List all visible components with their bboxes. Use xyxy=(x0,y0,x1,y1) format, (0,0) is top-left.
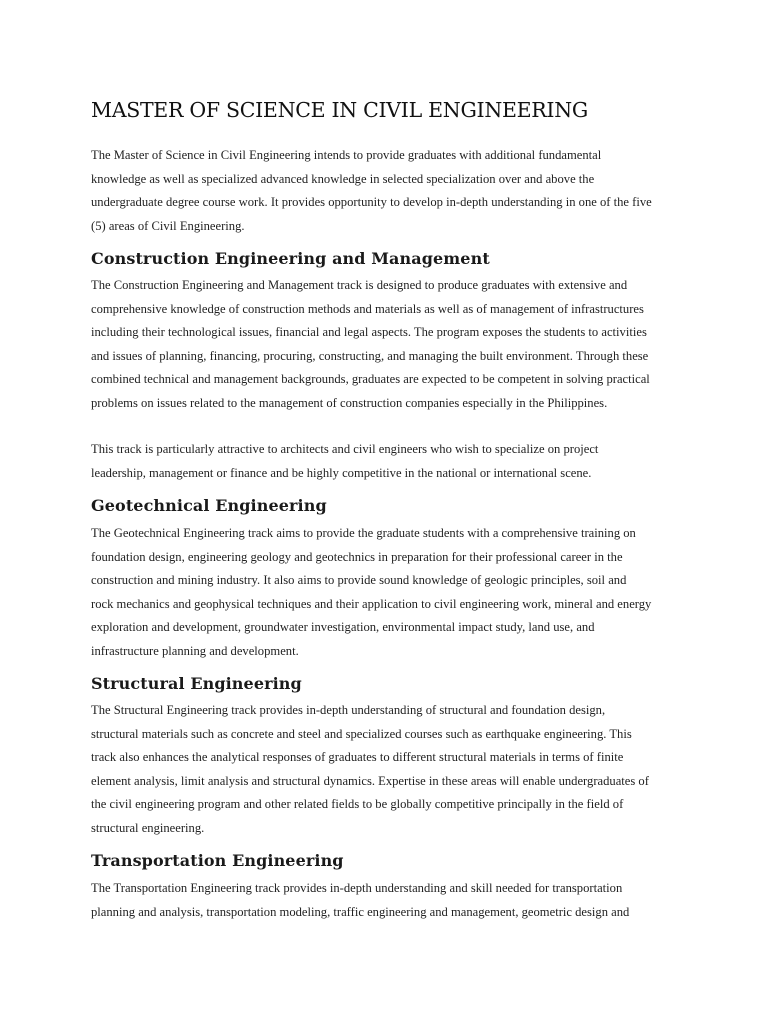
text-line: track also enhances the analytical responses of graduates to different structural materials in terms of finite xyxy=(91,750,624,764)
transportation-paragraph xyxy=(91,877,629,924)
text-line: undergraduate degree course work. It provides opportunity to develop in-depth understanding in one of the five xyxy=(91,195,652,209)
text-line: and issues of planning, financing, procuring, constructing, and managing the built environment. Through these xyxy=(91,348,649,363)
text-line: knowledge as well as specialized advanced knowledge in selected specialization over and above the xyxy=(91,171,595,186)
text-line: (5) areas of Civil Engineering. xyxy=(91,218,245,233)
text-line: The Construction Engineering and Management track is designed to produce graduates with extensive and xyxy=(91,278,628,292)
text-line: planning and analysis, transportation modeling, traffic engineering and management, geometric design and xyxy=(91,904,630,919)
text-line: This track is particularly attractive to architects and civil engineers who wish to specialize on project xyxy=(91,442,599,456)
text-line: leadership, management or finance and be highly competitive in the national or international scene. xyxy=(91,465,592,480)
structural-paragraph xyxy=(91,699,649,840)
text-line: exploration and development, groundwater investigation, environmental impact study, land use, and xyxy=(91,620,595,634)
section-heading-geotechnical: Geotechnical Engineering xyxy=(91,496,327,515)
section-heading-transportation: Transportation Engineering xyxy=(91,851,344,870)
text-line: structural materials such as concrete and steel and specialized courses such as earthquake engineering. This xyxy=(91,726,632,741)
text-line: element analysis, limit analysis and structural dynamics. Expertise in these areas will enable undergraduates of xyxy=(91,773,649,788)
text-line: foundation design, engineering geology and geotechnics in preparation for their professional career in the xyxy=(91,549,623,564)
intro-paragraph xyxy=(91,144,652,238)
text-line: The Structural Engineering track provides in-depth understanding of structural and foundation design, xyxy=(91,703,606,717)
text-line: infrastructure planning and development. xyxy=(91,643,299,658)
construction-paragraph-2 xyxy=(91,438,598,485)
text-line: construction and mining industry. It also aims to provide sound knowledge of geologic principles, soil and xyxy=(91,573,627,587)
text-line: combined technical and management backgrounds, graduates are expected to be competent in solving practical xyxy=(91,372,650,386)
text-line: structural engineering. xyxy=(91,820,205,835)
section-heading-structural: Structural Engineering xyxy=(91,674,302,693)
text-line: The Master of Science in Civil Engineering intends to provide graduates with additional fundamental xyxy=(91,148,602,162)
text-line: The Geotechnical Engineering track aims to provide the graduate students with a comprehensive training on xyxy=(91,526,636,540)
text-line: comprehensive knowledge of construction methods and materials as well as of management of infrastructures xyxy=(91,301,644,316)
text-line: problems on issues related to the management of construction companies especially in the Philippines. xyxy=(91,395,608,410)
text-line: including their technological issues, financial and legal aspects. The program exposes the students to activities xyxy=(91,325,647,339)
construction-paragraph-1 xyxy=(91,274,650,415)
text-line: rock mechanics and geophysical techniques and their application to civil engineering work, mineral and energy xyxy=(91,596,652,611)
geotechnical-paragraph xyxy=(91,522,651,663)
text-line: the civil engineering program and other related fields to be globally competitive principally in the field of xyxy=(91,797,624,811)
document-title: MASTER OF SCIENCE IN CIVIL ENGINEERING xyxy=(91,98,588,122)
section-heading-construction: Construction Engineering and Management xyxy=(91,249,490,268)
text-line: The Transportation Engineering track provides in-depth understanding and skill needed for transportation xyxy=(91,881,623,895)
